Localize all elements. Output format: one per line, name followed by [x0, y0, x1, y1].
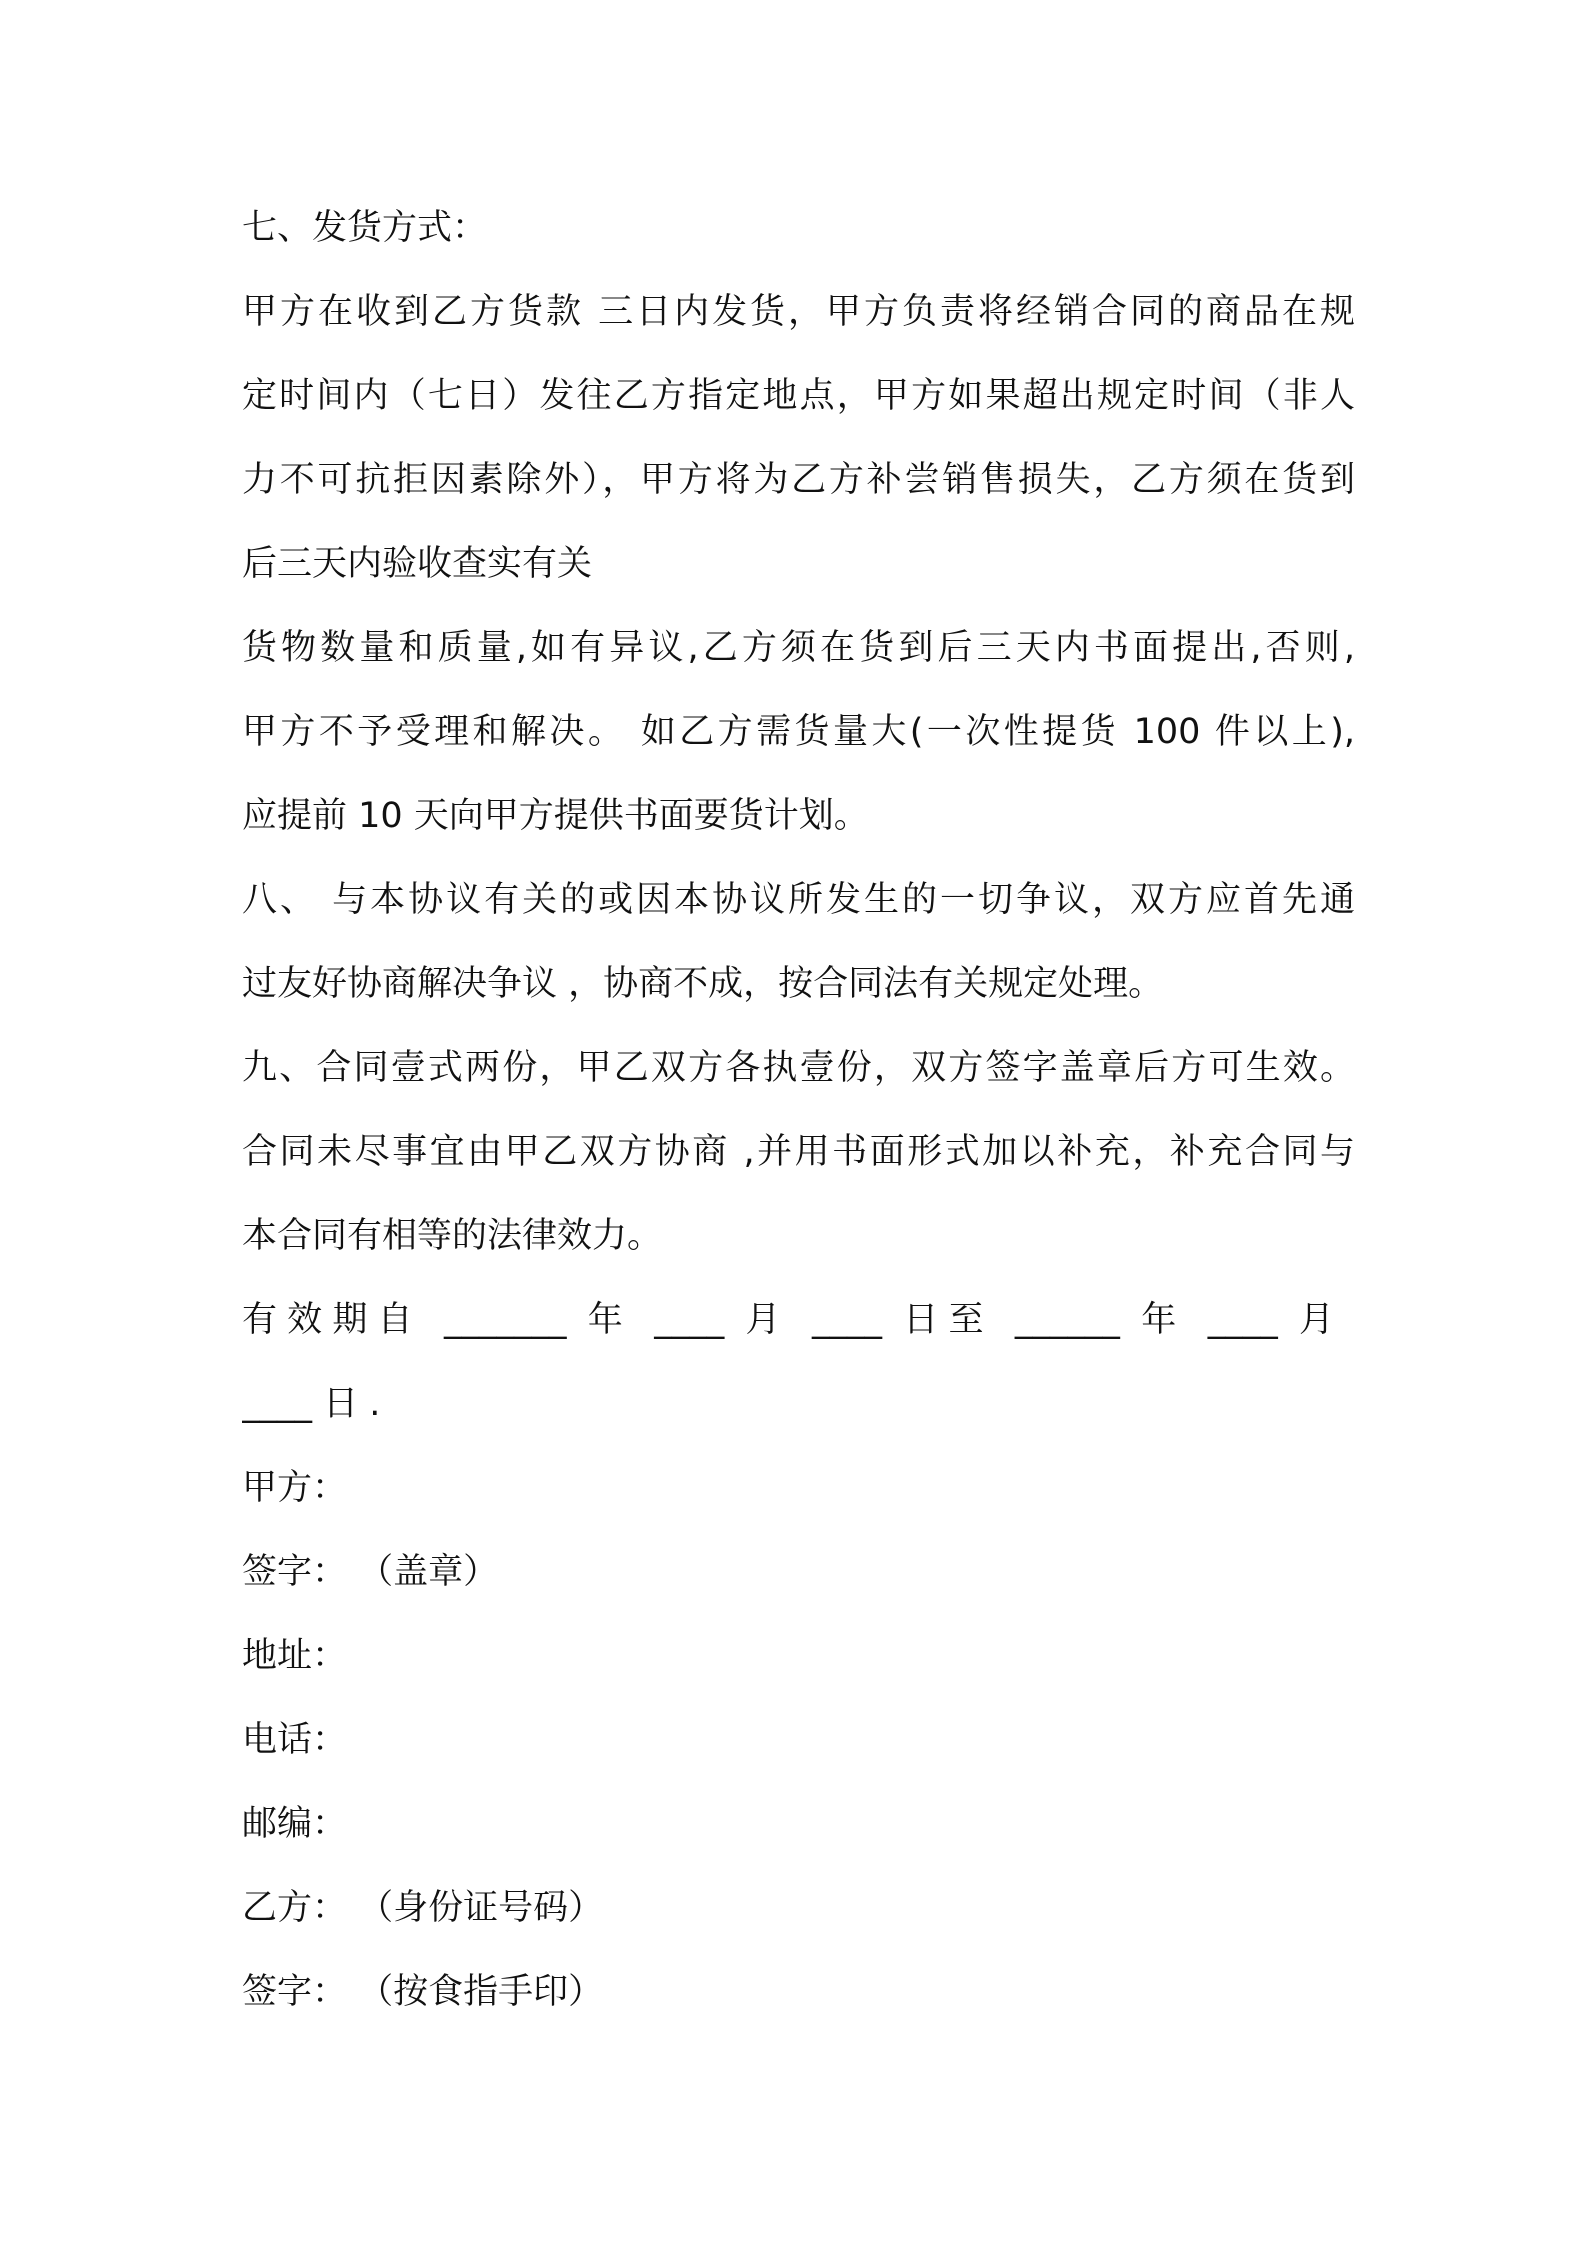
- document-body: [242, 186, 1355, 2034]
- section-9-text-line: 九、合同壹式两份，甲乙双方各执壹份，双方签字盖章后方可生效。: [242, 1048, 1355, 1088]
- section-7-heading: 七、发货方式：: [242, 208, 488, 248]
- party-a-signature-field: 签字： （盖章）: [242, 1552, 499, 1592]
- validity-period-line: 有效期自 _______ 年 ____ 月 ____ 日至 ______ 年 ____ 月: [242, 1300, 1334, 1340]
- section-7-text-line: 定时间内（七日）发往乙方指定地点，甲方如果超出规定时间（非人: [242, 376, 1355, 416]
- section-8-text-line: 八、 与本协议有关的或因本协议所发生的一切争议，双方应首先通: [242, 880, 1355, 920]
- validity-period-line: ____ 日 .: [242, 1384, 381, 1424]
- party-b-label: 乙方： （身份证号码）: [242, 1888, 604, 1928]
- party-b-signature-field: 签字： （按食指手印）: [242, 1972, 604, 2012]
- section-7-text-line: 甲方不予受理和解决。 如乙方需货量大(一次性提货 100 件以上),: [242, 712, 1355, 752]
- section-7-text-line: 后三天内验收查实有关: [242, 544, 593, 584]
- section-7-text-line: 力不可抗拒因素除外），甲方将为乙方补尝销售损失，乙方须在货到: [242, 460, 1355, 500]
- party-a-label: 甲方：: [242, 1468, 348, 1508]
- section-7-text-line: 货物数量和质量,如有异议,乙方须在货到后三天内书面提出,否则,: [242, 628, 1355, 668]
- party-a-address-field: 地址：: [242, 1636, 348, 1676]
- party-a-phone-field: 电话：: [242, 1720, 348, 1760]
- section-8-text-line: 过友好协商解决争议 ，协商不成，按合同法有关规定处理。: [242, 964, 1164, 1004]
- section-7-text-line: 应提前 10 天向甲方提供书面要货计划。: [242, 796, 869, 836]
- section-9-text-line: 合同未尽事宜由甲乙双方协商 ,并用书面形式加以补充，补充合同与: [242, 1132, 1355, 1172]
- section-7-text-line: 甲方在收到乙方货款 三日内发货，甲方负责将经销合同的商品在规: [242, 292, 1355, 332]
- section-9-text-line: 本合同有相等的法律效力。: [242, 1216, 663, 1256]
- party-a-postcode-field: 邮编：: [242, 1804, 348, 1844]
